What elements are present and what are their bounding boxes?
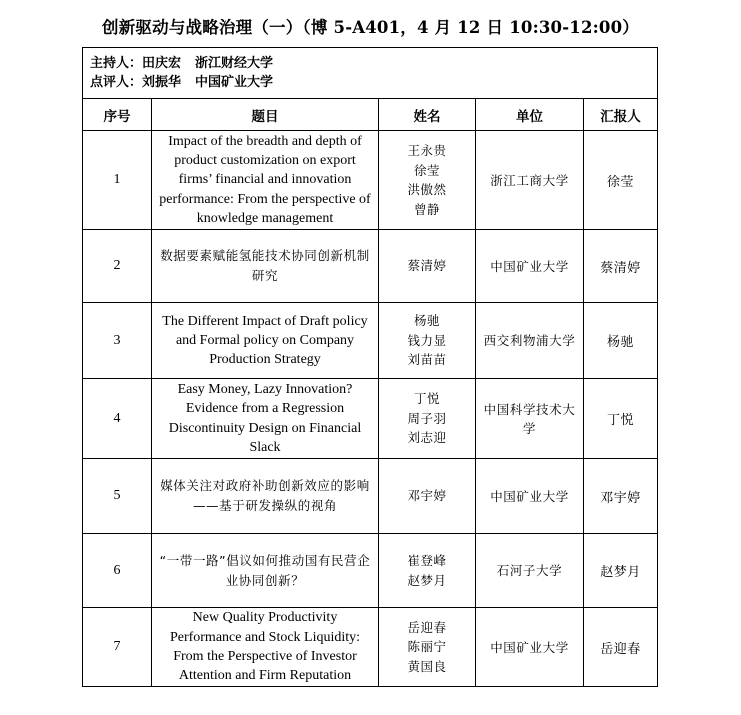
paper-topic: “一带一路”倡议如何推动国有民营企业协同创新？ — [152, 534, 379, 608]
header-no: 序号 — [83, 99, 152, 131]
author-name: 黄国良 — [407, 658, 447, 674]
row-number: 7 — [83, 608, 152, 687]
table-row — [83, 534, 658, 608]
author-name: 丁悦 — [413, 391, 440, 407]
host-name: 田庆宏 — [142, 56, 182, 71]
table-row — [83, 230, 658, 303]
author-name: 赵梦月 — [407, 572, 447, 588]
header-row — [83, 99, 658, 131]
reviewer-name: 刘振华 — [142, 75, 182, 90]
header-reporter: 汇报人 — [584, 99, 658, 131]
session-title: 创新驱动与战略治理（一）（博 5-A401，4 月 12 日 10:30-12:00） — [102, 18, 639, 37]
author-names — [379, 379, 476, 459]
row-number: 6 — [83, 534, 152, 608]
paper-topic: Easy Money, Lazy Innovation? Evidence from a Regression Discontinuity Design on Financial Slack — [152, 379, 379, 459]
author-name: 岳迎春 — [407, 619, 447, 635]
header-names: 姓名 — [379, 99, 476, 131]
header-topic: 题目 — [152, 99, 379, 131]
table-row — [83, 303, 658, 379]
header-org: 单位 — [476, 99, 584, 131]
table-row — [83, 131, 658, 230]
row-number: 5 — [83, 459, 152, 534]
paper-topic: New Quality Productivity Performance and Stock Liquidity: From the Perspective of Investor Attention and Firm Reputation — [152, 608, 379, 687]
host-label: 主持人： — [90, 56, 143, 71]
author-name: 崔登峰 — [407, 553, 447, 568]
author-name: 杨驰 — [413, 313, 440, 329]
reviewer-org: 中国矿业大学 — [195, 75, 274, 90]
author-name: 洪傲然 — [407, 182, 447, 197]
author-name: 陈丽宁 — [407, 639, 447, 655]
row-number: 1 — [83, 131, 152, 230]
author-names — [379, 230, 476, 303]
reporter: 邓宇婷 — [584, 459, 658, 534]
author-names — [379, 459, 476, 534]
author-names — [379, 303, 476, 379]
author-name: 蔡清婷 — [407, 258, 447, 274]
table-row — [83, 459, 658, 534]
paper-topic: The Different Impact of Draft policy and Formal policy on Company Production Strategy — [152, 303, 379, 379]
author-name: 邓宇婷 — [407, 488, 447, 504]
table-row — [83, 379, 658, 459]
affiliation: 西交利物浦大学 — [476, 303, 584, 379]
affiliation: 中国科学技术大学 — [476, 379, 584, 459]
affiliation: 中国矿业大学 — [476, 230, 584, 303]
paper-topic: 数据要素赋能氢能技术协同创新机制研究 — [152, 230, 379, 303]
paper-topic: 媒体关注对政府补助创新效应的影响——基于研发操纵的视角 — [152, 459, 379, 534]
reporter: 岳迎春 — [584, 608, 658, 687]
author-names — [379, 608, 476, 687]
host-line — [90, 54, 650, 73]
reviewer-label: 点评人： — [90, 75, 143, 90]
table-row — [83, 608, 658, 687]
affiliation: 浙江工商大学 — [476, 131, 584, 230]
author-name: 钱力显 — [407, 332, 447, 348]
schedule-table — [82, 47, 658, 687]
author-name: 刘苗苗 — [407, 352, 447, 368]
host-row — [83, 48, 658, 99]
affiliation: 中国矿业大学 — [476, 459, 584, 534]
reporter: 蔡清婷 — [584, 230, 658, 303]
row-number: 4 — [83, 379, 152, 459]
author-name: 徐莹 — [413, 162, 440, 178]
author-name: 王永贵 — [407, 143, 447, 158]
reporter: 丁悦 — [584, 379, 658, 459]
reporter: 徐莹 — [584, 131, 658, 230]
paper-topic: Impact of the breadth and depth of product customization on export firms’ financial and innovation performance: From the perspective of knowledge management — [152, 131, 379, 230]
row-number: 3 — [83, 303, 152, 379]
affiliation: 石河子大学 — [476, 534, 584, 608]
author-name: 刘志迎 — [407, 430, 447, 446]
author-names — [379, 131, 476, 230]
author-names — [379, 534, 476, 608]
reporter: 杨驰 — [584, 303, 658, 379]
host-org: 浙江财经大学 — [195, 56, 274, 71]
reviewer-line — [90, 73, 650, 92]
reporter: 赵梦月 — [584, 534, 658, 608]
host-info-cell — [83, 48, 658, 99]
affiliation: 中国矿业大学 — [476, 608, 584, 687]
row-number: 2 — [83, 230, 152, 303]
author-name: 周子羽 — [407, 410, 447, 426]
author-name: 曾静 — [413, 201, 440, 217]
